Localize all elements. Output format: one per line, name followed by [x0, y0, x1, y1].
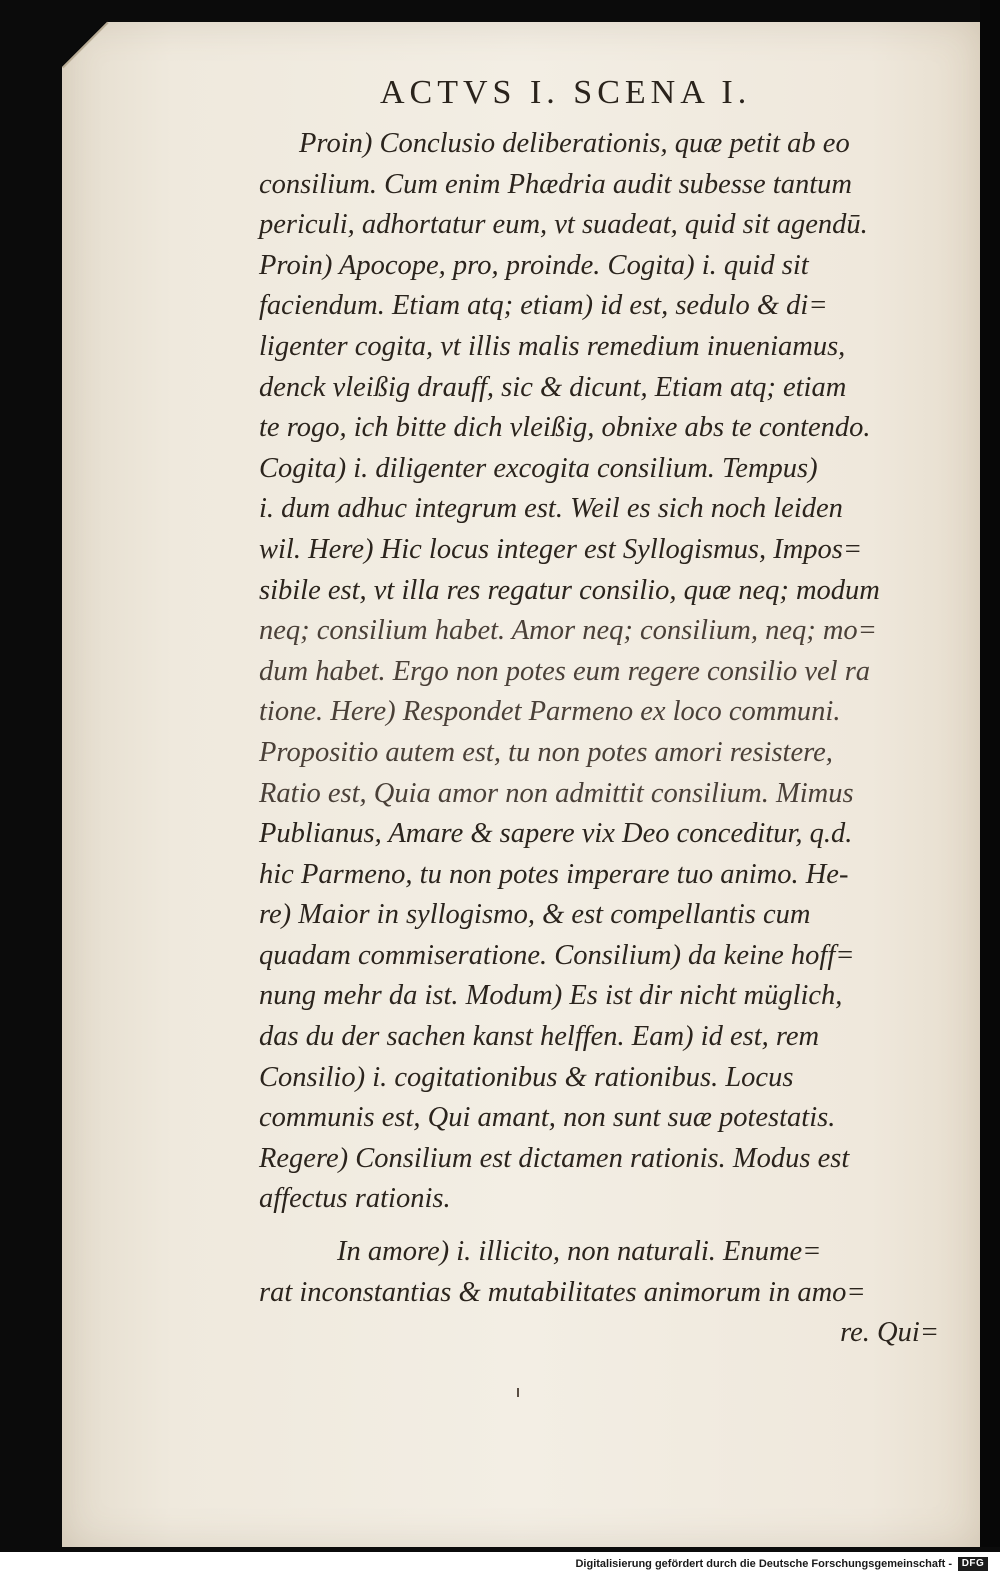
text-line: re) Maior in syllogismo, & est compellantis cum	[259, 899, 811, 931]
funding-credit: Digitalisierung gefördert durch die Deutsche Forschungsgemeinschaft -	[575, 1558, 952, 1570]
text-line: Publianus, Amare & sapere vix Deo conceditur, q.d.	[259, 818, 853, 850]
paragraph-gap	[259, 1220, 949, 1232]
text-line: neq; consilium habet. Amor neq; consilium, neq; mo=	[259, 615, 877, 647]
text-line: Cogita) i. diligenter excogita consilium. Tempus)	[259, 452, 818, 484]
scan-right-border	[980, 0, 1000, 1547]
digitization-footer	[0, 1552, 1000, 1589]
text-line: Propositio autem est, tu non potes amori resistere,	[259, 736, 833, 768]
text-line: quadam commiseratione. Consilium) da keine hoff=	[259, 939, 855, 971]
catchword-line: re. Qui=	[840, 1317, 939, 1349]
text-line: sibile est, vt illa res regatur consilio, quæ neq; modum	[259, 574, 880, 606]
body-text	[259, 124, 949, 1354]
running-title: ACTVS I. SCENA I.	[380, 74, 752, 111]
text-line: Consilio) i. cogitationibus & rationibus. Locus	[259, 1061, 794, 1093]
text-line: nung mehr da ist. Modum) Es ist dir nicht müglich,	[259, 980, 843, 1012]
text-line: dum habet. Ergo non potes eum regere consilio vel ra	[259, 655, 871, 687]
ink-speck	[517, 1388, 519, 1397]
text-line: wil. Here) Hic locus integer est Syllogismus, Impos=	[259, 533, 863, 565]
text-line: Ratio est, Quia amor non admittit consilium. Mimus	[259, 777, 854, 809]
text-line: denck vleißig drauff, sic & dicunt, Etiam atq; etiam	[259, 371, 847, 403]
dfg-logo-icon: DFG	[958, 1557, 988, 1571]
text-line: i. dum adhuc integrum est. Weil es sich noch leiden	[259, 493, 843, 525]
text-line: In amore) i. illicito, non naturali. Enume=	[337, 1236, 822, 1268]
text-line: consilium. Cum enim Phædria audit subesse tantum	[259, 168, 852, 200]
text-line: periculi, adhortatur eum, vt suadeat, quid sit agendū.	[259, 209, 868, 241]
text-line: communis est, Qui amant, non sunt suæ potestatis.	[259, 1102, 836, 1134]
text-line: tione. Here) Respondet Parmeno ex loco communi.	[259, 696, 841, 728]
text-line: das du der sachen kanst helffen. Eam) id est, rem	[259, 1021, 820, 1053]
text-line: faciendum. Etiam atq; etiam) id est, sedulo & di=	[259, 290, 828, 322]
text-line: rat inconstantias & mutabilitates animorum in amo=	[259, 1276, 866, 1308]
text-line: hic Parmeno, tu non potes imperare tuo animo. He-	[259, 858, 849, 890]
text-line: ligenter cogita, vt illis malis remedium inueniamus,	[259, 330, 846, 362]
text-line: te rogo, ich bitte dich vleißig, obnixe abs te contendo.	[259, 412, 871, 444]
text-line: Proin) Conclusio deliberationis, quæ petit ab eo	[299, 128, 850, 159]
text-line: affectus rationis.	[259, 1183, 451, 1215]
text-line: Regere) Consilium est dictamen rationis. Modus est	[259, 1142, 850, 1174]
text-line: Proin) Apocope, pro, proinde. Cogita) i. quid sit	[259, 249, 809, 281]
